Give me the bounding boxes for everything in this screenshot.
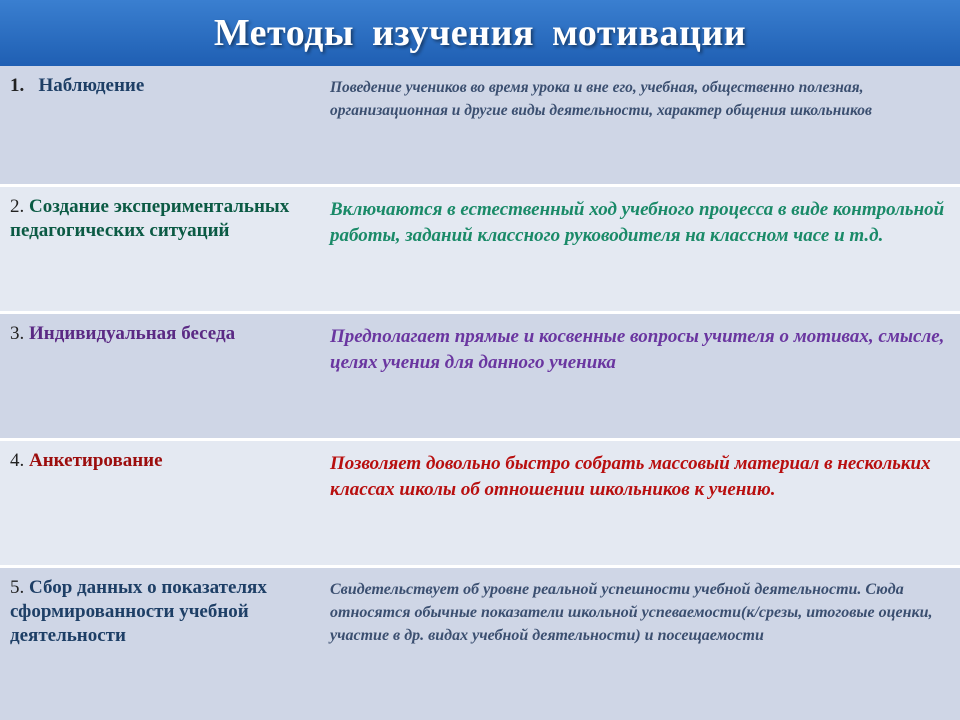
row-number: 1. [10,75,25,96]
table-row [0,314,960,438]
method-name: Анкетирование [29,450,163,471]
table-row [0,441,960,565]
method-name: Индивидуальная беседа [29,323,236,344]
table-row [0,66,960,184]
method-description: Включаются в естественный ход учебного процесса в виде контрольной работы, заданий классного руководителя на классном часе и т.д. [330,199,945,246]
table-row [0,568,960,720]
method-name: Наблюдение [38,75,145,96]
title-bar [0,0,960,66]
table-row [0,187,960,311]
row-number: 5. [10,577,25,598]
method-description: Предполагает прямые и косвенные вопросы учителя о мотивах, смысле, целях учения для данного ученика [330,326,945,373]
method-cell [0,314,318,438]
row-number: 4. [10,450,25,471]
method-cell [0,66,318,184]
method-cell [0,568,318,720]
method-description: Позволяет довольно быстро собрать массовый материал в нескольких классах школы об отношении школьников к учению. [330,453,931,500]
method-description: Поведение учеников во время урока и вне его, учебная, общественно полезная, организационная и другие виды деятельности, характер общения школьников [330,79,872,119]
row-number: 2. [10,196,25,217]
method-name: Сбор данных о показателях сформированности учебной деятельности [10,577,267,646]
method-description: Свидетельствует об уровне реальной успешности учебной деятельности. Сюда относятся обычные показатели школьной успеваемости(к/срезы, итоговые оценки, участие в др. видах учебной деятельности) и посещаемости [330,581,933,644]
method-cell [0,441,318,565]
slide-title: Методы изучения мотивации [213,12,747,54]
method-name: Создание экспериментальных педагогических ситуаций [10,196,290,241]
row-number: 3. [10,323,25,344]
methods-table [0,66,960,720]
method-cell [0,187,318,311]
